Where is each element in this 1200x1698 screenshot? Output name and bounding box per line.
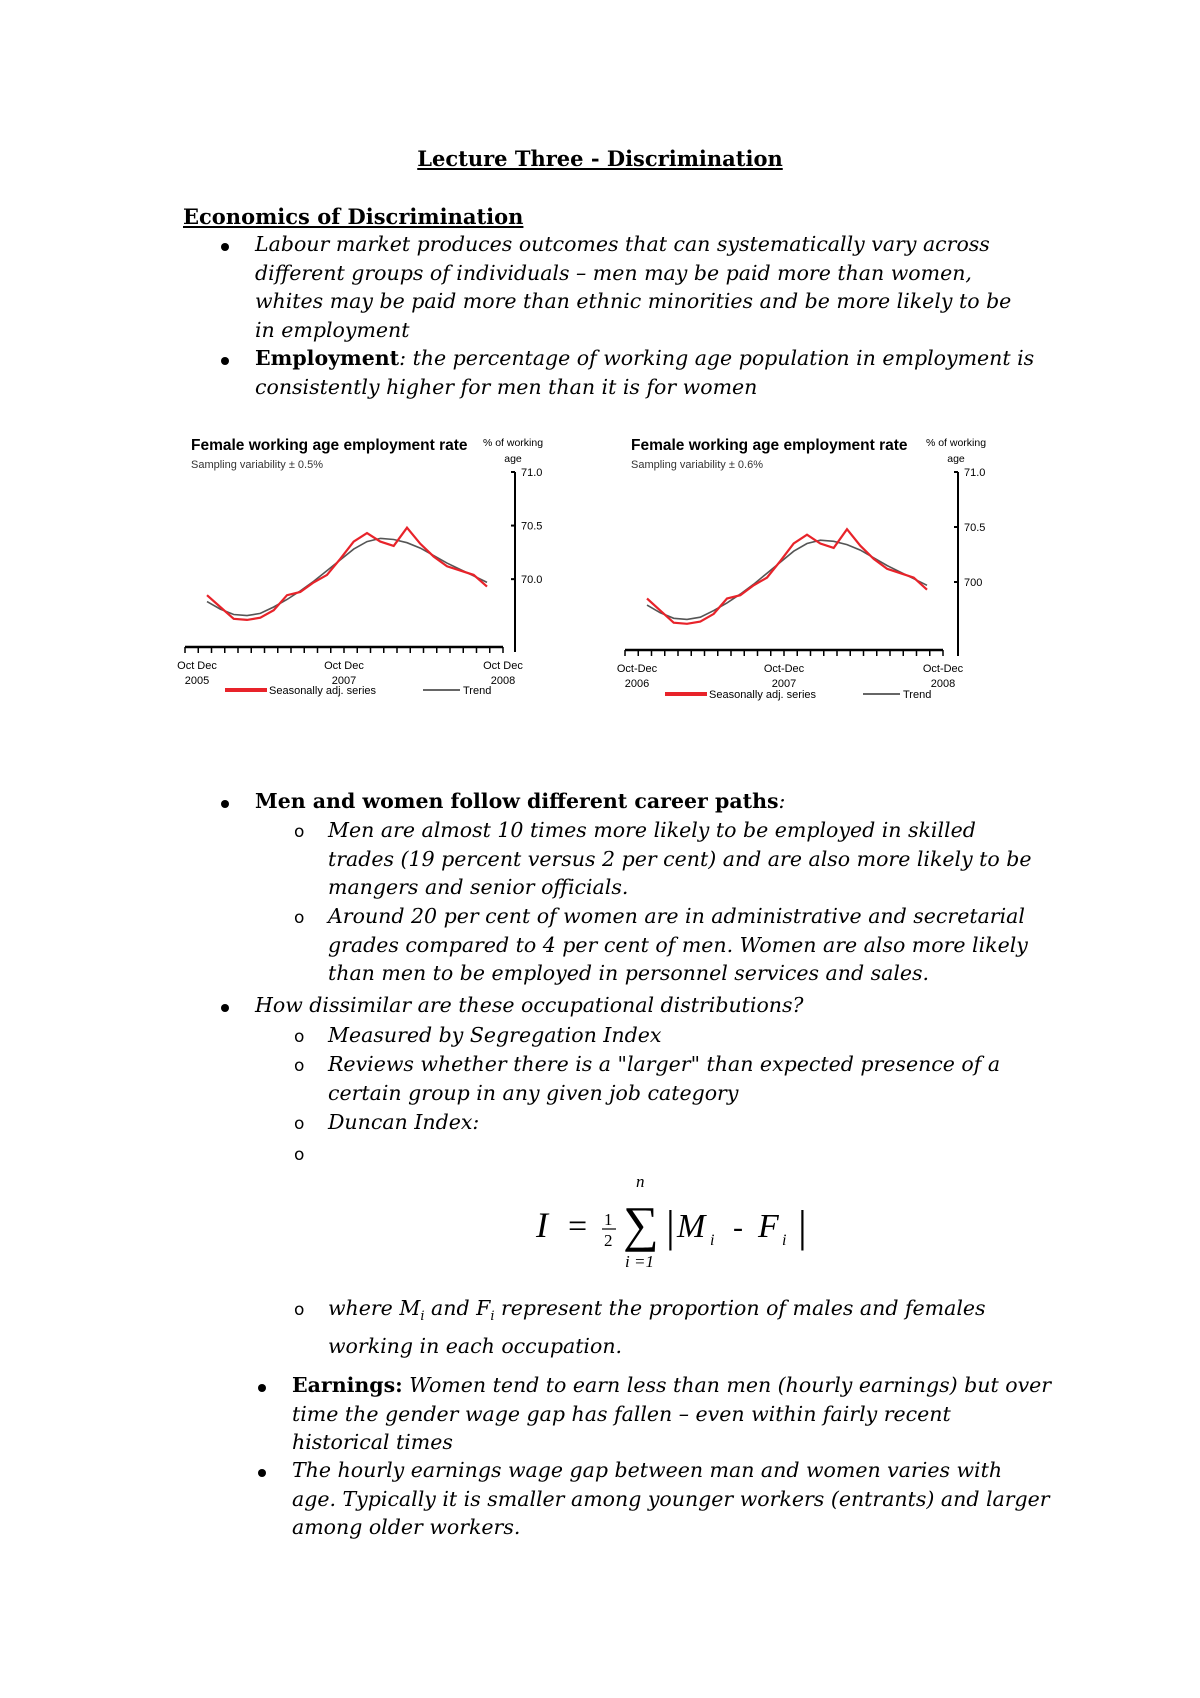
x-tick-label: 2007 (331, 675, 357, 687)
x-tick-label: Oct-Dec (616, 663, 658, 675)
x-tick-label: Oct Dec (177, 660, 217, 672)
page-title: Lecture Three - Discrimination (417, 146, 783, 171)
bullet-label: Employment (255, 346, 400, 370)
y-axis-label-line2: age (947, 453, 965, 465)
legend-label-trend: Trend (903, 689, 932, 701)
sub-bullet-segregation-index (328, 1021, 1048, 1050)
chart-title: Female working age employment rate (631, 437, 908, 454)
bullet-dot (221, 800, 229, 808)
formula-half-denominator: 2 (604, 1231, 613, 1250)
bullet-dot (221, 1004, 229, 1012)
bullet-dissimilar (255, 991, 1035, 1020)
x-tick-label: Oct-Dec (922, 663, 964, 675)
sub-bullet-marker: o (294, 1300, 305, 1320)
bullet-career-paths (255, 787, 1035, 816)
sub-bullet-reviews (328, 1050, 1048, 1107)
sub-bullet-administrative (328, 902, 1048, 988)
bullet-dot (258, 1469, 266, 1477)
formula-sum-upper: n (636, 1172, 645, 1191)
sub-bullet-marker: o (294, 1145, 305, 1165)
sub-bullet-marker: o (294, 908, 305, 928)
formula-abs-left: | (666, 1202, 675, 1251)
x-tick-label: Oct Dec (324, 660, 364, 672)
x-tick-label: 2008 (930, 678, 956, 690)
formula-m: M (677, 1208, 706, 1245)
sub-bullet-where (328, 1294, 1048, 1360)
bullet-dot (221, 357, 229, 365)
chart-title: Female working age employment rate (191, 437, 468, 454)
x-tick-label: 2006 (624, 678, 650, 690)
legend-label-trend: Trend (463, 685, 492, 697)
employment-rate-chart-1 (177, 432, 605, 762)
y-tick-label: 70.5 (521, 520, 543, 533)
formula-equals: = (568, 1208, 588, 1245)
bullet-wage-gap-age (292, 1456, 1052, 1542)
legend-label-seasonal: Seasonally adj. series (709, 689, 817, 701)
sub-bullet-text-b: and F (424, 1296, 491, 1320)
chart-subtitle: Sampling variability ± 0.5% (191, 459, 323, 471)
x-tick-label: 2008 (490, 675, 516, 687)
bullet-text: : the percentage of working age population in employment is consistently higher for men than it is for women (255, 346, 1035, 399)
sub-bullet-text: Men are almost 10 times more likely to be employed in skilled trades (19 percent versus 2 per cent) and are also more likely to be mangers and senior officials. (328, 818, 1032, 899)
y-axis-label-line2: age (504, 453, 522, 465)
bullet-labour-market (255, 230, 1035, 344)
formula-half-numerator: 1 (604, 1210, 613, 1229)
formula-minus: - (733, 1211, 743, 1244)
bullet-dot (258, 1384, 266, 1392)
bullet-employment (255, 344, 1035, 401)
bullet-earnings (292, 1371, 1052, 1457)
bullet-label: Men and women follow different career paths (255, 789, 779, 813)
formula-abs-right: | (798, 1202, 807, 1251)
sub-bullet-duncan-index (328, 1108, 1048, 1137)
formula-sigma: ∑ (623, 1196, 659, 1252)
y-axis-label-line1: % of working (482, 437, 544, 449)
bullet-label: Earnings: (292, 1373, 403, 1397)
seasonal-series-line (647, 529, 927, 624)
duncan-index-formula (530, 1163, 830, 1273)
sub-bullet-text: Measured by Segregation Index (328, 1023, 662, 1047)
legend-label-seasonal: Seasonally adj. series (269, 685, 377, 697)
sub-bullet-text: Reviews whether there is a "larger" than expected presence of a certain group in any given job category (328, 1052, 1001, 1105)
sub-bullet-text-c: represent the proportion of males and females working in each occupation. (328, 1296, 986, 1358)
sub-bullet-text: Around 20 per cent of women are in administrative and secretarial grades compared to 4 per cent of men. Women are also more likely than men to be employed in personnel services and sales. (328, 904, 1028, 985)
subscript-i: i (420, 1309, 425, 1325)
x-tick-label: Oct-Dec (763, 663, 805, 675)
subscript-i: i (490, 1309, 495, 1325)
formula-f: F (758, 1208, 779, 1245)
y-tick-label: 70.0 (521, 574, 543, 587)
formula-m-sub: i (710, 1232, 715, 1249)
chart-subtitle: Sampling variability ± 0.6% (631, 459, 763, 471)
sub-bullet-marker: o (294, 822, 305, 842)
bullet-text: Women tend to earn less than men (hourly earnings) but over time the gender wage gap has fallen – even within fairly recent historical times (292, 1373, 1052, 1454)
section-heading: Economics of Discrimination (183, 204, 524, 229)
sub-bullet-text-a: where M (328, 1296, 421, 1320)
formula-f-sub: i (782, 1232, 787, 1249)
y-tick-label: 700 (964, 577, 983, 589)
formula-sum-lower: i =1 (625, 1252, 654, 1271)
sub-bullet-text: Duncan Index: (328, 1110, 480, 1134)
sub-bullet-marker: o (294, 1056, 305, 1076)
seasonal-series-line (207, 528, 487, 620)
sub-bullet-marker: o (294, 1114, 305, 1134)
bullet-colon: : (778, 789, 786, 813)
x-tick-label: Oct Dec (483, 660, 523, 672)
sub-bullet-skilled-trades (328, 816, 1048, 902)
bullet-text: Labour market produces outcomes that can systematically vary across different groups of individuals – men may be paid more than women, whites may be paid more than ethnic minorities and be more likely to be in employment (255, 232, 1012, 342)
y-tick-label: 71.0 (521, 467, 543, 479)
y-tick-label: 71.0 (964, 467, 986, 479)
bullet-text: The hourly earnings wage gap between man and women varies with age. Typically it is smaller among younger workers (entrants) and larger among older workers. (292, 1458, 1050, 1539)
sub-bullet-marker: o (294, 1027, 305, 1047)
formula-lhs: I (536, 1205, 548, 1245)
x-tick-label: 2005 (184, 675, 210, 687)
employment-rate-chart-2 (616, 432, 1045, 767)
bullet-text: How dissimilar are these occupational distributions? (255, 993, 804, 1017)
bullet-dot (221, 243, 229, 251)
y-tick-label: 70.5 (964, 522, 986, 534)
y-axis-label-line1: % of working (925, 437, 987, 449)
x-tick-label: 2007 (771, 678, 797, 690)
